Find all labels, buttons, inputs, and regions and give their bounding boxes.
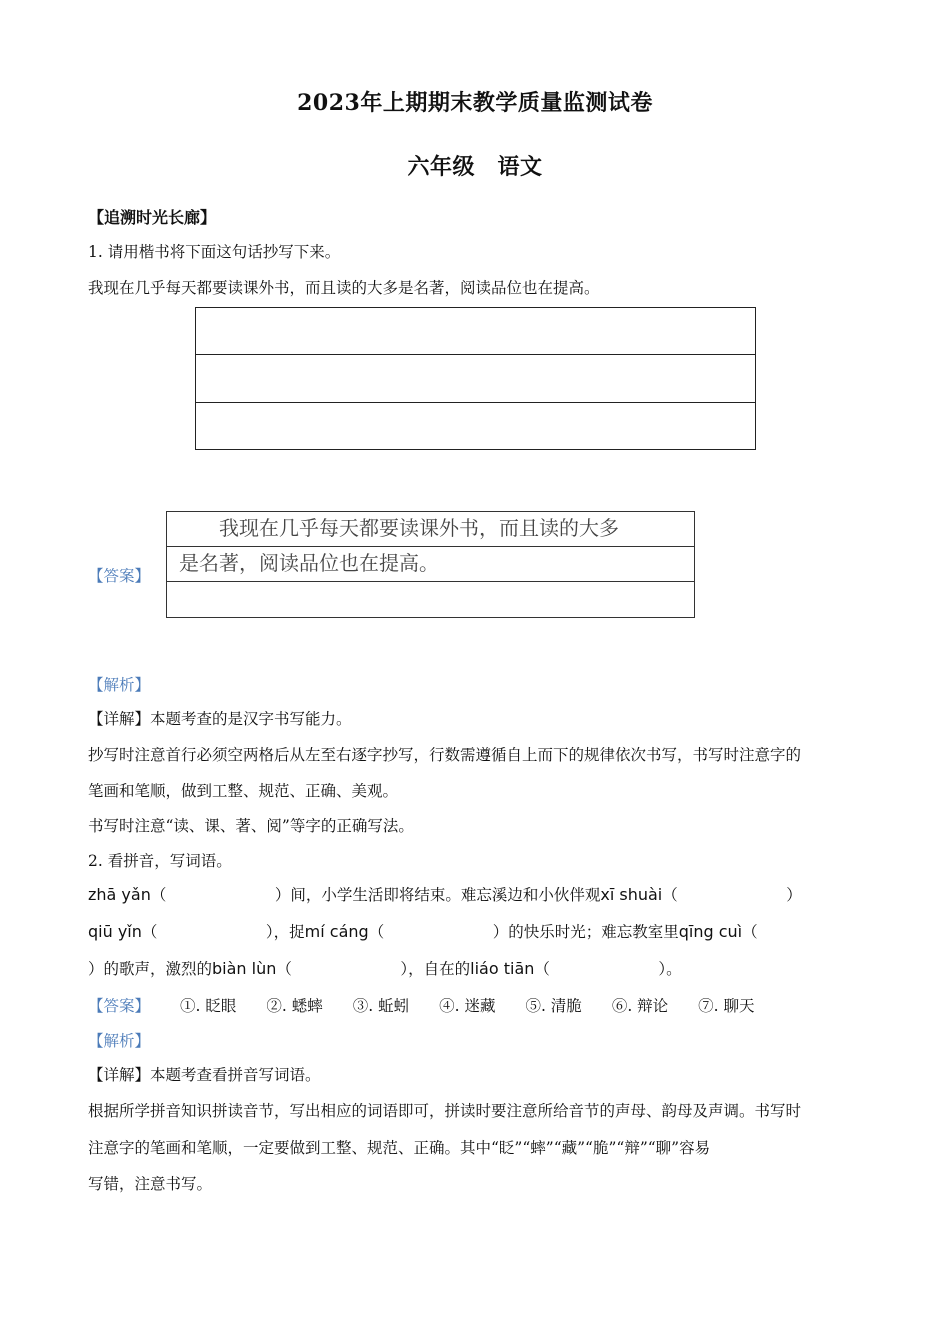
- q1-prompt: 1. 请用楷书将下面这句话抄写下来。: [88, 243, 341, 261]
- pinyin: qīng cuì: [678, 922, 743, 941]
- handwritten-answer-grid: [166, 511, 695, 618]
- text: ，自在的: [408, 960, 471, 978]
- q2-detail-label: 【详解】: [88, 1066, 151, 1084]
- answer-line: 是名著，阅读品位也在提高。: [167, 547, 694, 582]
- q2-line2: [88, 920, 758, 942]
- text: ）的歌声，激烈的: [88, 960, 213, 978]
- section-heading: 【追溯时光长廊】: [88, 208, 217, 227]
- page-title: 2023年上期期末教学质量监测试卷: [297, 90, 653, 116]
- q1-para1-line1: 抄写时注意首行必须空两格后从左至右逐字抄写，行数需遵循自上而下的规律依次书写，书写时注意字的: [88, 746, 802, 764]
- answer-blank[interactable]: （ ）: [662, 886, 802, 904]
- q2-analysis-label: 【解析】: [88, 1032, 151, 1050]
- answer-line: 我现在几乎每天都要读课外书，而且读的大多: [167, 512, 694, 547]
- answer-blank[interactable]: （ ）: [534, 960, 667, 978]
- answer-item: ①. 眨眼: [180, 997, 237, 1015]
- writing-line[interactable]: [196, 308, 755, 355]
- pinyin: zhā yǎn: [88, 885, 151, 904]
- writing-line[interactable]: [196, 355, 755, 403]
- q2-answer-label: 【答案】: [88, 997, 151, 1015]
- q2-answer-row: [88, 994, 785, 1016]
- text: 的快乐时光；难忘教室里: [508, 923, 679, 941]
- answer-blank[interactable]: （ ）: [150, 886, 291, 904]
- text: 。: [666, 960, 682, 978]
- q1-sentence: 我现在几乎每天都要读课外书，而且读的大多是名著，阅读品位也在提高。: [88, 279, 600, 297]
- pinyin: mí cáng: [304, 922, 369, 941]
- q1-detail-text: 本题考查的是汉字书写能力。: [150, 710, 352, 728]
- pinyin: biàn lùn: [212, 959, 277, 978]
- q1-para2: 书写时注意“读、课、著、阅”等字的正确写法。: [88, 817, 414, 835]
- q2-para1-line2: 注意字的笔画和笔顺，一定要做到工整、规范、正确。其中“眨”“蟀”“藏”“脆”“辩”“聊”容易: [88, 1139, 711, 1157]
- q2-detail-text: 本题考查看拼音写词语。: [150, 1066, 321, 1084]
- q2-line3: [88, 957, 682, 979]
- copy-writing-grid[interactable]: [195, 307, 756, 450]
- answer-item: ③. 蚯蚓: [352, 997, 410, 1015]
- pinyin: xī shuài: [600, 885, 663, 904]
- answer-line: [167, 582, 694, 617]
- writing-line[interactable]: [196, 403, 755, 448]
- q2-detail: [88, 1063, 321, 1085]
- text: 间，小学生活即将结束。难忘溪边和小伙伴观: [290, 886, 601, 904]
- answer-item: ⑦. 聊天: [698, 997, 755, 1015]
- answer-item: ⑤. 清脆: [525, 997, 582, 1015]
- page-subtitle: 六年级 语文: [407, 154, 543, 180]
- answer-item: ⑥. 辩论: [611, 997, 669, 1015]
- q2-line1: [88, 883, 802, 905]
- answer-blank[interactable]: （ ）: [276, 960, 409, 978]
- q2-para1-line3: 写错，注意书写。: [88, 1175, 213, 1193]
- answer-blank[interactable]: （ ）: [141, 923, 274, 941]
- pinyin: qiū yǐn: [88, 922, 142, 941]
- q2-para1-line1: 根据所学拼音知识拼读音节，写出相应的词语即可，拼读时要注意所给音节的声母、韵母及声调。书写时: [88, 1102, 802, 1120]
- q2-prompt: 2. 看拼音，写词语。: [88, 852, 232, 870]
- q1-analysis-label: 【解析】: [88, 676, 151, 694]
- answer-blank[interactable]: （ ）: [368, 923, 509, 941]
- answer-blank[interactable]: （: [742, 923, 758, 941]
- pinyin: liáo tiān: [470, 959, 535, 978]
- q1-para1-line2: 笔画和笔顺，做到工整、规范、正确、美观。: [88, 782, 399, 800]
- q1-answer-label: 【答案】: [88, 567, 151, 585]
- answer-item: ④. 迷藏: [439, 997, 496, 1015]
- q1-detail: [88, 707, 352, 729]
- text: ，捉: [273, 923, 305, 941]
- answer-item: ②. 蟋蟀: [266, 997, 323, 1015]
- q1-detail-label: 【详解】: [88, 710, 151, 728]
